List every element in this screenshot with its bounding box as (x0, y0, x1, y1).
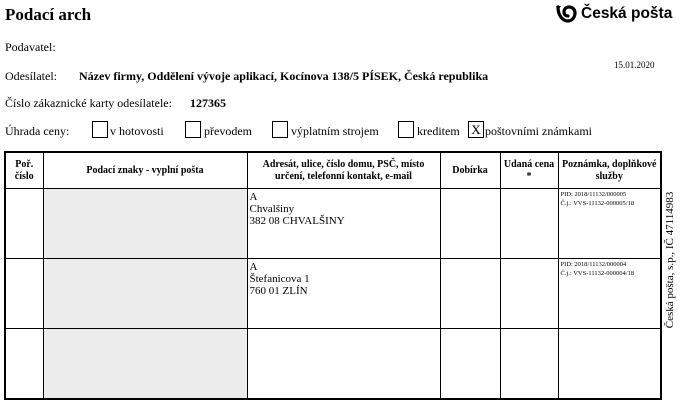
addr-line: A (249, 261, 258, 273)
ceska-posta-logo (555, 3, 672, 25)
cell-udana-cena (500, 259, 558, 329)
cell-adresat (247, 189, 440, 259)
note-cj: Č.j.: VVS-11132-000005/18 (560, 199, 635, 207)
side-note (662, 150, 678, 370)
odesilatel-value: Název firmy, Oddělení vývoje aplikací, Kocínova 138/5 PÍSEK, Česká republika (79, 69, 489, 83)
table-row (5, 259, 661, 329)
cell-por-cislo (5, 329, 43, 399)
label-postovni-znamky: poštovními známkami (485, 124, 592, 138)
label-kreditem: kreditem (417, 124, 460, 138)
addr-line: Štefanicova 1 (249, 273, 310, 285)
side-text: Česká pošta, s.p., IČ 47114983 (664, 191, 676, 329)
cell-por-cislo (5, 189, 43, 259)
cell-udana-cena (500, 329, 558, 399)
cell-dobirka (440, 189, 500, 259)
addr-line: 760 01 ZLÍN (249, 285, 308, 297)
checkbox-postovni-znamky[interactable]: X (468, 121, 484, 138)
checkbox-prevodem[interactable] (185, 121, 201, 138)
cell-dobirka (440, 259, 500, 329)
odesilatel-label: Odesílatel: (5, 69, 57, 83)
label-hotovost: v hotovosti (110, 124, 164, 138)
note-cj: Č.j.: VVS-11132-000004/18 (560, 269, 635, 277)
cell-udana-cena (500, 189, 558, 259)
checkbox-vyplatni-stroj[interactable] (272, 121, 288, 138)
cell-adresat (247, 259, 440, 329)
items-table (4, 151, 662, 400)
addr-line: 382 08 CHVALŠINY (249, 215, 345, 227)
cell-poznamka (558, 189, 661, 259)
header-adresat: Adresát, ulice, číslo domu, PSČ, místo určení, telefonní kontakt, e-mail (247, 152, 440, 189)
logo-text: Česká pošta (581, 5, 673, 22)
karta-label: Číslo zákaznické karty odesílatele: (5, 96, 172, 110)
karta-value: 127365 (190, 96, 226, 110)
table-row (5, 329, 661, 399)
checkbox-hotovost[interactable] (92, 121, 108, 138)
addr-line: A (249, 191, 258, 203)
cell-podaci-znaky (43, 329, 247, 399)
date: 15.01.2020 (614, 60, 655, 70)
posthorn-icon (555, 4, 577, 24)
label-prevodem: převodem (204, 124, 252, 138)
page-title: Podací arch (5, 5, 92, 24)
label-vyplatni-stroj: výplatním strojem (291, 124, 379, 138)
checkbox-kreditem[interactable] (398, 121, 414, 138)
cell-por-cislo (5, 259, 43, 329)
cell-podaci-znaky (43, 259, 247, 329)
table-row (5, 189, 661, 259)
cell-podaci-znaky (43, 189, 247, 259)
addr-line: Chvalšiny (249, 203, 295, 215)
header-podaci-znaky: Podací znaky - vyplní pošta (43, 152, 247, 189)
cell-adresat (247, 329, 440, 399)
header-udana-cena: Udaná cena * (500, 152, 558, 189)
header-poznamka: Poznámka, doplňkové služby (558, 152, 661, 189)
note-pid: PID: 2018/11132/000005 (560, 191, 627, 198)
header-por-cislo: Poř. číslo (5, 152, 43, 189)
header-dobirka: Dobírka (440, 152, 500, 189)
cell-poznamka (558, 329, 661, 399)
uhrada-label: Úhrada ceny: (5, 124, 70, 138)
table-header-row (5, 152, 661, 189)
cell-dobirka (440, 329, 500, 399)
note-pid: PID: 2018/11132/000004 (560, 261, 627, 268)
cell-poznamka (558, 259, 661, 329)
podavatel-label: Podavatel: (5, 40, 56, 54)
